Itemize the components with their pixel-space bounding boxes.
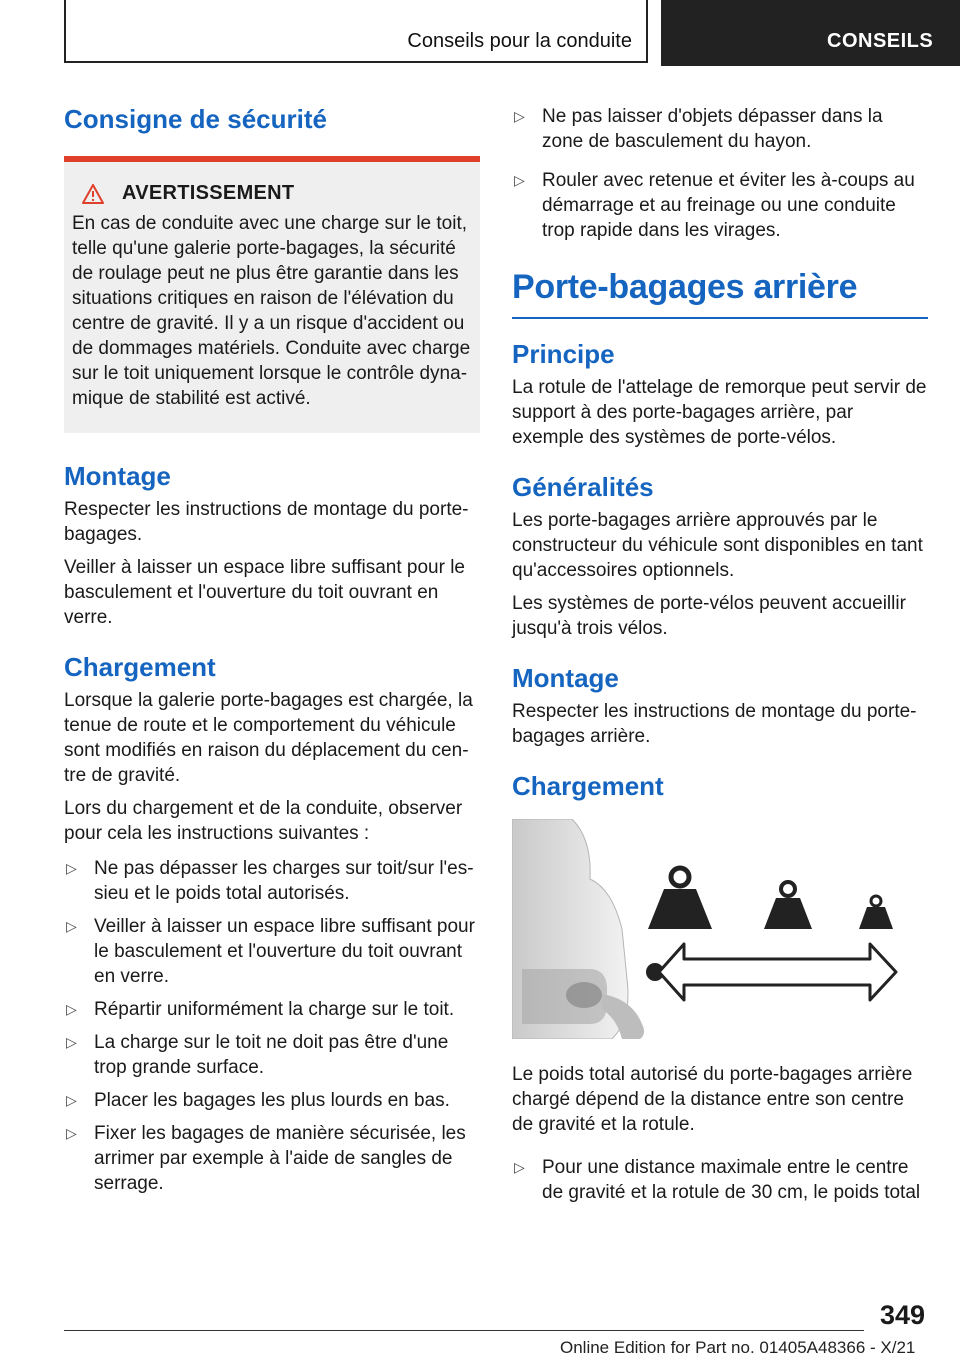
right-column <box>512 104 928 1213</box>
chargement-bullet-list <box>64 856 480 1196</box>
chargement-rear-caption: Le poids total autorisé du porte-bagages arrière chargé dépend de la distance entre son centre de gravité et la rotule. <box>512 1064 913 1135</box>
list-item <box>64 1088 480 1113</box>
bullet-triangle-icon: ▷ <box>66 918 77 934</box>
heading-montage: Montage <box>64 461 171 491</box>
chargement-rear-bullet-list <box>512 1155 928 1205</box>
warning-triangle-icon <box>82 184 104 204</box>
warning-box <box>64 162 480 433</box>
heading-montage-rear: Montage <box>512 663 619 693</box>
list-item <box>64 914 480 989</box>
header-chapter-box <box>64 0 648 63</box>
list-item-text: Pour une distance maximale entre le centre de gravité et la rotule de 30 cm, le poids total <box>542 1157 921 1203</box>
list-item <box>512 104 928 154</box>
bullet-triangle-icon: ▷ <box>66 860 77 876</box>
load-distance-illustration <box>512 819 928 1039</box>
heading-principe: Principe <box>512 339 615 369</box>
list-item-text: La charge sur le toit ne doit pas être d'une trop grande surface. <box>94 1032 449 1078</box>
weight-medium-icon <box>764 882 812 929</box>
warning-text: En cas de conduite avec une charge sur le toit, telle qu'une galerie porte-bagages, la sécurité de roulage peut ne plus être garantie dans les situations critiques en raison de l'élévation du centre de gravité. Il y a un risque d'accident ou de dommages matériels. Conduite avec charge sur le toit uniquement lorsque le contrôle dynamique de stabilité est activé. <box>72 213 471 409</box>
chargement-paragraph-1: Lorsque la galerie porte-bagages est chargée, la tenue de route et le comportement du véhicule sont modifiés en raison du déplacement du centre de gravité. <box>64 690 473 786</box>
generalites-paragraph-2: Les systèmes de porte-vélos peuvent accueillir jusqu'à trois vélos. <box>512 593 906 639</box>
section-title-safety: Consigne de sécurité <box>64 104 327 134</box>
car-rear-bumper-image <box>512 819 644 1039</box>
chapter-title-rear-carrier: Porte-bagages arrière <box>512 268 858 306</box>
list-item-text: Placer les bagages les plus lourds en bas. <box>94 1090 450 1111</box>
list-item-text: Ne pas laisser d'objets dépasser dans la zone de basculement du hayon. <box>542 106 883 152</box>
list-item-text: Répartir uniformément la charge sur le toit. <box>94 999 455 1020</box>
heading-chargement-rear: Chargement <box>512 771 664 801</box>
list-item-text: Veiller à laisser un espace libre suffisant pour le basculement et l'ouverture du toit ouvrant en verre. <box>94 916 475 987</box>
list-item <box>64 997 480 1022</box>
list-item <box>64 1030 480 1080</box>
list-item <box>64 1121 480 1196</box>
page-header <box>0 0 960 66</box>
list-item <box>512 168 928 243</box>
generalites-paragraph-1: Les porte-bagages arrière approuvés par le constructeur du véhicule sont disponibles en tant qu'accessoires optionnels. <box>512 510 923 581</box>
principe-paragraph: La rotule de l'attelage de remorque peut servir de support à des porte-bagages arrière, par exemple des systèmes de porte-vélos. <box>512 377 927 448</box>
montage-paragraph-2: Veiller à laisser un espace libre suffisant pour le basculement et l'ouverture du toit ouvrant en verre. <box>64 557 465 628</box>
bullet-triangle-icon: ▷ <box>514 108 525 124</box>
footer-rule <box>64 1330 864 1331</box>
list-item <box>512 1155 928 1205</box>
header-section-label: CONSEILS <box>827 30 934 52</box>
double-arrow-icon <box>659 944 896 1000</box>
header-subtitle: Conseils pour la conduite <box>407 30 632 52</box>
montage-paragraph-1: Respecter les instructions de montage du porte-bagages. <box>64 499 469 545</box>
warning-title: AVERTISSEMENT <box>122 182 295 204</box>
heading-chargement: Chargement <box>64 652 216 682</box>
top-bullet-list <box>512 104 928 243</box>
chargement-paragraph-2: Lors du chargement et de la conduite, observer pour cela les instructions suivantes : <box>64 798 463 844</box>
bullet-triangle-icon: ▷ <box>66 1092 77 1108</box>
page-number: 349 <box>880 1300 926 1330</box>
heading-generalites: Généralités <box>512 472 654 502</box>
bullet-triangle-icon: ▷ <box>66 1001 77 1017</box>
bullet-triangle-icon: ▷ <box>66 1034 77 1050</box>
header-section-tab <box>661 0 960 66</box>
bullet-triangle-icon: ▷ <box>514 172 525 188</box>
warning-title-row <box>72 182 472 205</box>
list-item-text: Ne pas dépasser les charges sur toit/sur l'essieu et le poids total autorisés. <box>94 858 474 904</box>
list-item-text: Fixer les bagages de manière sécurisée, les arrimer par exemple à l'aide de sangles de serrage. <box>94 1123 466 1194</box>
list-item-text: Rouler avec retenue et éviter les à-coups au démarrage et au freinage ou une conduite trop rapide dans les virages. <box>542 170 915 241</box>
bullet-triangle-icon: ▷ <box>514 1159 525 1175</box>
weight-large-icon <box>648 868 712 929</box>
bullet-triangle-icon: ▷ <box>66 1125 77 1141</box>
list-item <box>64 856 480 906</box>
montage-rear-paragraph: Respecter les instructions de montage du porte-bagages arrière. <box>512 701 917 747</box>
footer-edition: Online Edition for Part no. 01405A48366 - X/21 <box>560 1338 916 1357</box>
title-underline <box>512 317 928 319</box>
left-column <box>64 98 480 1204</box>
weight-small-icon <box>859 896 893 929</box>
